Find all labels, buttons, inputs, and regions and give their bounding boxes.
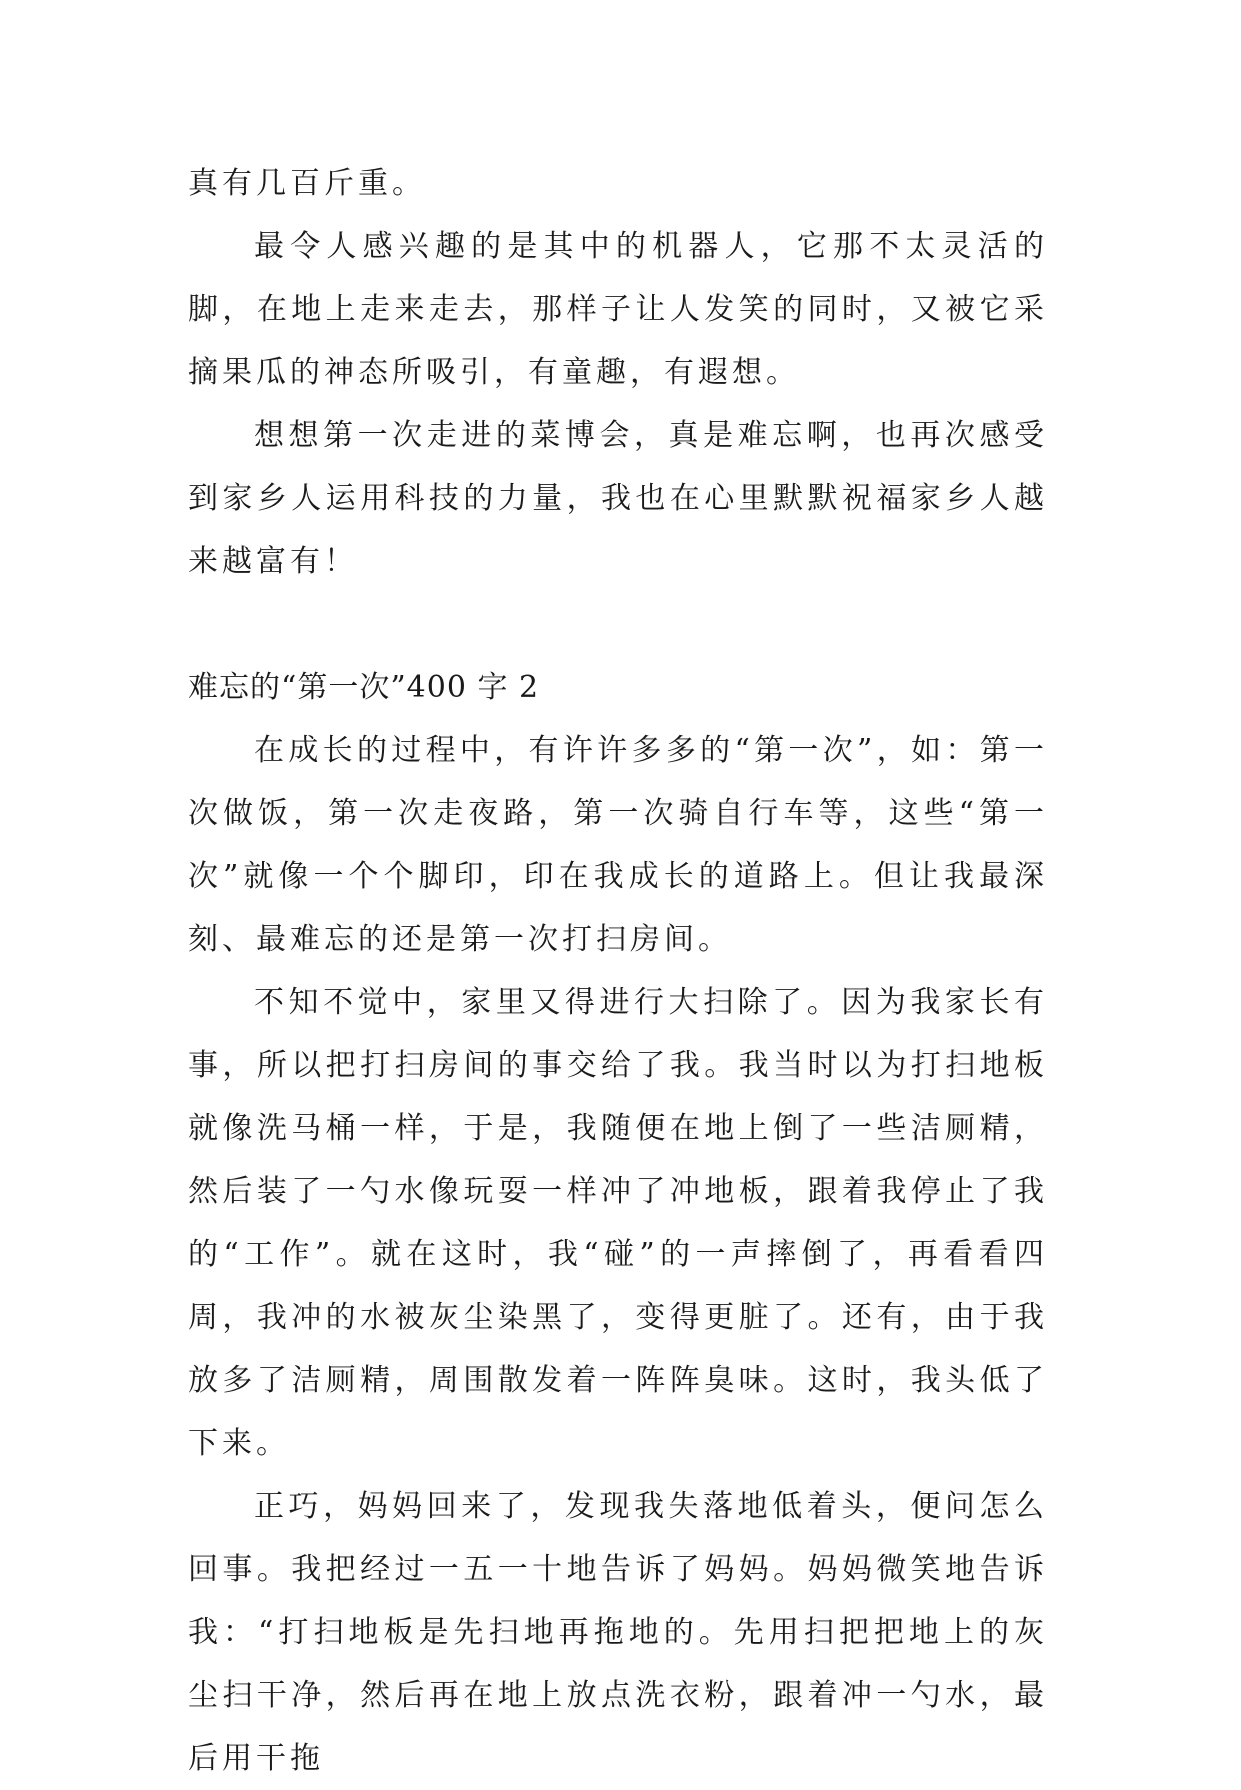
paragraph-expo-memory: 想想第一次走进的菜博会，真是难忘啊，也再次感受到家乡人运用科技的力量，我也在心里默默祝福家乡人越来越富有！ [188,418,1048,579]
paragraph-firsts: 在成长的过程中，有许许多多的“第一次”，如：第一次做饭，第一次走夜路，第一次骑自行车等，这些“第一次”就像一个个脚印，印在我成长的道路上。但让我最深刻、最难忘的还是第一次打扫房间。 [188,733,1048,957]
section-title: 难忘的“第一次”400 字 2 [188,670,540,705]
paragraph-cleaning-attempt: 不知不觉中，家里又得进行大扫除了。因为我家长有事，所以把打扫房间的事交给了我。我当时以为打扫地板就像洗马桶一样，于是，我随便在地上倒了一些洁厕精，然后装了一勺水像玩耍一样冲了冲地板，跟着我停止了我的“工作”。就在这时，我“碰”的一声摔倒了，再看看四周，我冲的水被灰尘染黑了，变得更脏了。还有，由于我放多了洁厕精，周围散发着一阵阵臭味。这时，我头低了下来。 [188,985,1048,1461]
paragraph-intro-fragment: 真有几百斤重。 [188,166,426,201]
paragraph-mother-advice: 正巧，妈妈回来了，发现我失落地低着头，便问怎么回事。我把经过一五一十地告诉了妈妈。妈妈微笑地告诉我：“打扫地板是先扫地再拖地的。先用扫把把地上的灰尘扫干净，然后再在地上放点洗衣粉，跟着冲一勺水，最后用干拖 [188,1489,1048,1776]
section-spacer [188,593,1048,656]
document-body [188,152,1048,1790]
paragraph-robot: 最令人感兴趣的是其中的机器人，它那不太灵活的脚，在地上走来走去，那样子让人发笑的同时，又被它采摘果瓜的神态所吸引，有童趣，有遐想。 [188,229,1048,390]
